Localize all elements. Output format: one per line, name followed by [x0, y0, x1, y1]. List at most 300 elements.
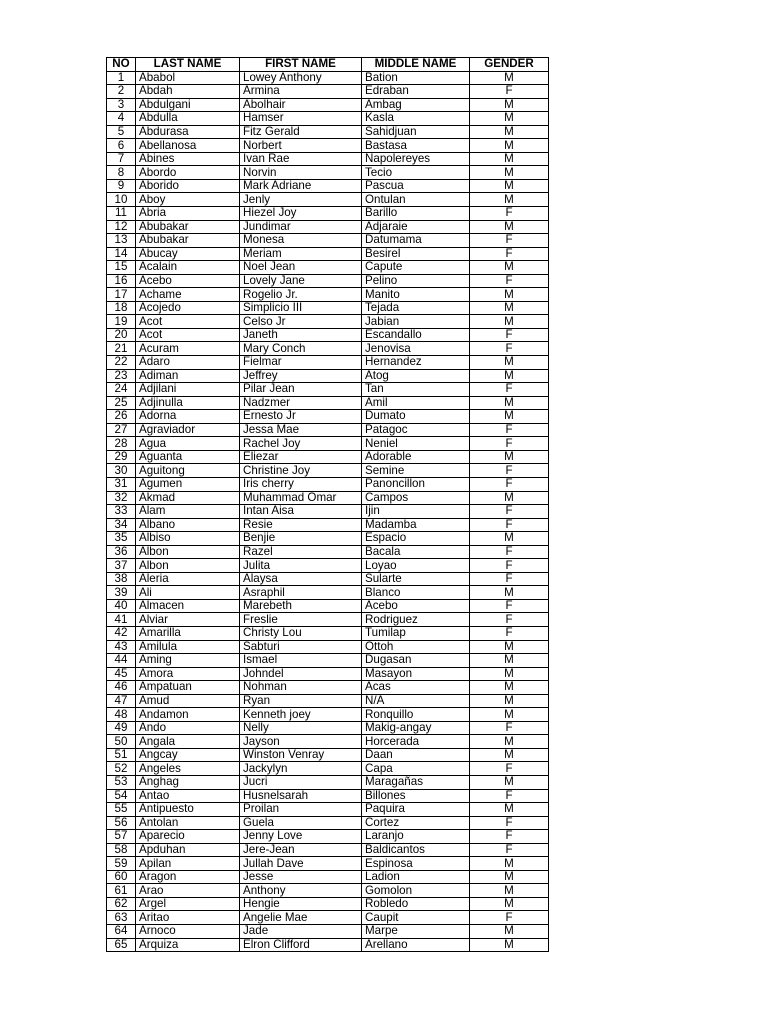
cell-gender: F: [470, 328, 549, 342]
cell-middle-name: Jenovisa: [362, 342, 470, 356]
cell-first-name: Asraphil: [240, 586, 362, 600]
table-row: [107, 166, 549, 180]
cell-gender: M: [470, 491, 549, 505]
cell-middle-name: Escandallo: [362, 328, 470, 342]
cell-middle-name: Capa: [362, 762, 470, 776]
cell-first-name: Jackylyn: [240, 762, 362, 776]
cell-last-name: Agua: [136, 437, 240, 451]
cell-gender: F: [470, 789, 549, 803]
cell-middle-name: Acas: [362, 681, 470, 695]
cell-middle-name: Acebo: [362, 599, 470, 613]
cell-middle-name: Campos: [362, 491, 470, 505]
cell-no: 49: [107, 721, 136, 735]
cell-middle-name: Tumilap: [362, 626, 470, 640]
cell-last-name: Acebo: [136, 274, 240, 288]
cell-first-name: Proilan: [240, 803, 362, 817]
cell-first-name: Norbert: [240, 139, 362, 153]
cell-gender: M: [470, 870, 549, 884]
cell-gender: M: [470, 139, 549, 153]
cell-no: 57: [107, 830, 136, 844]
cell-no: 37: [107, 559, 136, 573]
cell-no: 23: [107, 369, 136, 383]
table-row: [107, 247, 549, 261]
cell-no: 50: [107, 735, 136, 749]
cell-gender: M: [470, 775, 549, 789]
cell-no: 44: [107, 654, 136, 668]
cell-first-name: Benjie: [240, 532, 362, 546]
cell-middle-name: Arellano: [362, 938, 470, 952]
cell-first-name: Jade: [240, 925, 362, 939]
cell-middle-name: Pelino: [362, 274, 470, 288]
table-row: [107, 328, 549, 342]
cell-gender: M: [470, 71, 549, 85]
cell-no: 30: [107, 464, 136, 478]
cell-gender: F: [470, 911, 549, 925]
table-row: [107, 234, 549, 248]
cell-first-name: Iris cherry: [240, 477, 362, 491]
table-row: [107, 911, 549, 925]
cell-last-name: Amarilla: [136, 626, 240, 640]
cell-gender: F: [470, 505, 549, 519]
table-row: [107, 505, 549, 519]
cell-middle-name: Caupit: [362, 911, 470, 925]
cell-no: 17: [107, 288, 136, 302]
cell-no: 6: [107, 139, 136, 153]
cell-last-name: Almacen: [136, 599, 240, 613]
table-row: [107, 139, 549, 153]
cell-first-name: Eliezar: [240, 450, 362, 464]
cell-no: 52: [107, 762, 136, 776]
cell-first-name: Mary Conch: [240, 342, 362, 356]
cell-first-name: Nohman: [240, 681, 362, 695]
cell-last-name: Abdulla: [136, 112, 240, 126]
cell-last-name: Abucay: [136, 247, 240, 261]
table-row: [107, 667, 549, 681]
cell-first-name: Freslie: [240, 613, 362, 627]
cell-first-name: Celso Jr: [240, 315, 362, 329]
cell-middle-name: Capute: [362, 261, 470, 275]
table-row: [107, 789, 549, 803]
table-row: [107, 938, 549, 952]
cell-middle-name: Loyao: [362, 559, 470, 573]
cell-middle-name: Marpe: [362, 925, 470, 939]
cell-no: 22: [107, 356, 136, 370]
cell-middle-name: Adjaraie: [362, 220, 470, 234]
cell-last-name: Acojedo: [136, 301, 240, 315]
cell-first-name: Norvin: [240, 166, 362, 180]
table-row: [107, 586, 549, 600]
table-row: [107, 152, 549, 166]
table-row: [107, 125, 549, 139]
cell-last-name: Abubakar: [136, 220, 240, 234]
cell-gender: F: [470, 599, 549, 613]
cell-no: 13: [107, 234, 136, 248]
cell-gender: M: [470, 803, 549, 817]
cell-middle-name: Besirel: [362, 247, 470, 261]
cell-last-name: Angcay: [136, 748, 240, 762]
table-row: [107, 410, 549, 424]
cell-no: 27: [107, 423, 136, 437]
cell-middle-name: Bation: [362, 71, 470, 85]
cell-last-name: Agumen: [136, 477, 240, 491]
cell-no: 10: [107, 193, 136, 207]
cell-first-name: Jesse: [240, 870, 362, 884]
cell-last-name: Albiso: [136, 532, 240, 546]
cell-middle-name: Bastasa: [362, 139, 470, 153]
cell-last-name: Aboy: [136, 193, 240, 207]
cell-middle-name: Tan: [362, 383, 470, 397]
cell-no: 62: [107, 897, 136, 911]
cell-first-name: Sabturi: [240, 640, 362, 654]
table-row: [107, 613, 549, 627]
cell-gender: F: [470, 207, 549, 221]
cell-first-name: Jayson: [240, 735, 362, 749]
cell-first-name: Resie: [240, 518, 362, 532]
cell-middle-name: Kasla: [362, 112, 470, 126]
cell-last-name: Aragon: [136, 870, 240, 884]
cell-middle-name: Edraban: [362, 85, 470, 99]
cell-last-name: Albano: [136, 518, 240, 532]
cell-first-name: Angelie Mae: [240, 911, 362, 925]
table-row: [107, 301, 549, 315]
cell-no: 28: [107, 437, 136, 451]
cell-middle-name: Manito: [362, 288, 470, 302]
table-row: [107, 694, 549, 708]
cell-gender: M: [470, 667, 549, 681]
cell-last-name: Adjinulla: [136, 396, 240, 410]
cell-no: 31: [107, 477, 136, 491]
cell-last-name: Abdah: [136, 85, 240, 99]
cell-last-name: Ali: [136, 586, 240, 600]
cell-no: 64: [107, 925, 136, 939]
cell-last-name: Aleria: [136, 572, 240, 586]
cell-middle-name: Dugasan: [362, 654, 470, 668]
cell-first-name: Jeffrey: [240, 369, 362, 383]
table-row: [107, 274, 549, 288]
cell-middle-name: Pascua: [362, 179, 470, 193]
cell-no: 35: [107, 532, 136, 546]
table-row: [107, 572, 549, 586]
cell-gender: M: [470, 857, 549, 871]
cell-gender: F: [470, 721, 549, 735]
cell-middle-name: Sahidjuan: [362, 125, 470, 139]
cell-last-name: Acot: [136, 328, 240, 342]
cell-no: 24: [107, 383, 136, 397]
table-row: [107, 518, 549, 532]
cell-no: 9: [107, 179, 136, 193]
table-row: [107, 762, 549, 776]
table-row: [107, 383, 549, 397]
cell-first-name: Noel Jean: [240, 261, 362, 275]
cell-first-name: Ismael: [240, 654, 362, 668]
cell-last-name: Abordo: [136, 166, 240, 180]
cell-first-name: Jere-Jean: [240, 843, 362, 857]
cell-first-name: Jucri: [240, 775, 362, 789]
cell-last-name: Akmad: [136, 491, 240, 505]
cell-middle-name: Ijin: [362, 505, 470, 519]
cell-no: 4: [107, 112, 136, 126]
table-row: [107, 98, 549, 112]
cell-no: 38: [107, 572, 136, 586]
cell-no: 43: [107, 640, 136, 654]
cell-no: 46: [107, 681, 136, 695]
cell-last-name: Abdurasa: [136, 125, 240, 139]
cell-middle-name: Daan: [362, 748, 470, 762]
cell-first-name: Winston Venray: [240, 748, 362, 762]
cell-no: 55: [107, 803, 136, 817]
cell-gender: F: [470, 518, 549, 532]
cell-gender: M: [470, 261, 549, 275]
cell-middle-name: Hernandez: [362, 356, 470, 370]
cell-middle-name: Blanco: [362, 586, 470, 600]
cell-gender: M: [470, 694, 549, 708]
cell-last-name: Argel: [136, 897, 240, 911]
table-row: [107, 207, 549, 221]
table-row: [107, 356, 549, 370]
cell-middle-name: Maragañas: [362, 775, 470, 789]
cell-no: 19: [107, 315, 136, 329]
cell-last-name: Aborido: [136, 179, 240, 193]
cell-gender: M: [470, 369, 549, 383]
cell-first-name: Nelly: [240, 721, 362, 735]
cell-no: 16: [107, 274, 136, 288]
cell-first-name: Jenly: [240, 193, 362, 207]
cell-last-name: Amilula: [136, 640, 240, 654]
cell-no: 1: [107, 71, 136, 85]
cell-first-name: Muhammad Omar: [240, 491, 362, 505]
cell-last-name: Antipuesto: [136, 803, 240, 817]
table-row: [107, 897, 549, 911]
cell-middle-name: Ontulan: [362, 193, 470, 207]
cell-last-name: Arnoco: [136, 925, 240, 939]
cell-no: 54: [107, 789, 136, 803]
table-row: [107, 830, 549, 844]
cell-first-name: Johndel: [240, 667, 362, 681]
cell-last-name: Abellanosa: [136, 139, 240, 153]
cell-first-name: Jullah Dave: [240, 857, 362, 871]
cell-last-name: Ando: [136, 721, 240, 735]
table-row: [107, 545, 549, 559]
cell-gender: M: [470, 98, 549, 112]
cell-no: 51: [107, 748, 136, 762]
cell-gender: F: [470, 816, 549, 830]
cell-no: 8: [107, 166, 136, 180]
header-first-name: FIRST NAME: [240, 58, 362, 72]
table-row: [107, 843, 549, 857]
cell-last-name: Aguanta: [136, 450, 240, 464]
table-row: [107, 112, 549, 126]
cell-gender: F: [470, 437, 549, 451]
cell-first-name: Hamser: [240, 112, 362, 126]
table-row: [107, 261, 549, 275]
cell-no: 61: [107, 884, 136, 898]
table-row: [107, 816, 549, 830]
table-row: [107, 423, 549, 437]
table-row: [107, 599, 549, 613]
cell-middle-name: Sularte: [362, 572, 470, 586]
cell-first-name: Ryan: [240, 694, 362, 708]
cell-first-name: Razel: [240, 545, 362, 559]
cell-gender: F: [470, 477, 549, 491]
cell-first-name: Jundimar: [240, 220, 362, 234]
cell-middle-name: Ambag: [362, 98, 470, 112]
cell-first-name: Alaysa: [240, 572, 362, 586]
table-row: [107, 193, 549, 207]
cell-middle-name: Tejada: [362, 301, 470, 315]
cell-gender: M: [470, 410, 549, 424]
table-row: [107, 71, 549, 85]
cell-middle-name: Masayon: [362, 667, 470, 681]
cell-middle-name: Dumato: [362, 410, 470, 424]
cell-last-name: Aparecio: [136, 830, 240, 844]
cell-last-name: Apduhan: [136, 843, 240, 857]
cell-first-name: Hiezel Joy: [240, 207, 362, 221]
table-row: [107, 721, 549, 735]
cell-last-name: Abria: [136, 207, 240, 221]
cell-last-name: Apilan: [136, 857, 240, 871]
cell-last-name: Angala: [136, 735, 240, 749]
cell-last-name: Alviar: [136, 613, 240, 627]
cell-last-name: Achame: [136, 288, 240, 302]
cell-no: 3: [107, 98, 136, 112]
table-row: [107, 803, 549, 817]
cell-first-name: Monesa: [240, 234, 362, 248]
cell-no: 25: [107, 396, 136, 410]
cell-last-name: Agraviador: [136, 423, 240, 437]
cell-middle-name: Semine: [362, 464, 470, 478]
cell-gender: M: [470, 586, 549, 600]
cell-first-name: Ivan Rae: [240, 152, 362, 166]
table-header: [107, 58, 549, 72]
cell-gender: M: [470, 640, 549, 654]
cell-gender: M: [470, 708, 549, 722]
cell-middle-name: Adorable: [362, 450, 470, 464]
cell-last-name: Angeles: [136, 762, 240, 776]
table-row: [107, 735, 549, 749]
cell-last-name: Arao: [136, 884, 240, 898]
cell-no: 56: [107, 816, 136, 830]
table-row: [107, 748, 549, 762]
cell-gender: F: [470, 423, 549, 437]
cell-gender: M: [470, 193, 549, 207]
cell-gender: M: [470, 654, 549, 668]
cell-gender: F: [470, 464, 549, 478]
cell-first-name: Simplicio III: [240, 301, 362, 315]
cell-gender: F: [470, 342, 549, 356]
cell-no: 34: [107, 518, 136, 532]
cell-gender: F: [470, 626, 549, 640]
cell-first-name: Janeth: [240, 328, 362, 342]
table-row: [107, 315, 549, 329]
cell-middle-name: Ronquillo: [362, 708, 470, 722]
header-gender: GENDER: [470, 58, 549, 72]
cell-gender: F: [470, 613, 549, 627]
table-row: [107, 532, 549, 546]
cell-no: 41: [107, 613, 136, 627]
cell-middle-name: Panoncillon: [362, 477, 470, 491]
cell-no: 7: [107, 152, 136, 166]
cell-no: 11: [107, 207, 136, 221]
cell-no: 63: [107, 911, 136, 925]
table-row: [107, 640, 549, 654]
cell-middle-name: Madamba: [362, 518, 470, 532]
cell-gender: F: [470, 274, 549, 288]
cell-last-name: Abines: [136, 152, 240, 166]
cell-first-name: Fitz Gerald: [240, 125, 362, 139]
cell-middle-name: Neniel: [362, 437, 470, 451]
cell-gender: M: [470, 748, 549, 762]
cell-no: 29: [107, 450, 136, 464]
cell-no: 33: [107, 505, 136, 519]
header-row: [107, 58, 549, 72]
cell-gender: M: [470, 179, 549, 193]
cell-middle-name: Bacala: [362, 545, 470, 559]
cell-first-name: Rachel Joy: [240, 437, 362, 451]
cell-first-name: Fielmar: [240, 356, 362, 370]
table-row: [107, 369, 549, 383]
cell-gender: M: [470, 112, 549, 126]
table-row: [107, 179, 549, 193]
cell-last-name: Aguitong: [136, 464, 240, 478]
table-row: [107, 681, 549, 695]
cell-gender: F: [470, 572, 549, 586]
cell-middle-name: Datumama: [362, 234, 470, 248]
cell-last-name: Amora: [136, 667, 240, 681]
cell-no: 32: [107, 491, 136, 505]
cell-middle-name: Ottoh: [362, 640, 470, 654]
cell-gender: M: [470, 125, 549, 139]
cell-middle-name: Paquira: [362, 803, 470, 817]
cell-last-name: Albon: [136, 545, 240, 559]
cell-middle-name: Barillo: [362, 207, 470, 221]
cell-gender: M: [470, 356, 549, 370]
cell-last-name: Adaro: [136, 356, 240, 370]
student-roster-table: [106, 57, 549, 952]
cell-middle-name: Atog: [362, 369, 470, 383]
cell-gender: M: [470, 681, 549, 695]
cell-gender: M: [470, 450, 549, 464]
cell-first-name: Lowey Anthony: [240, 71, 362, 85]
cell-first-name: Hengie: [240, 897, 362, 911]
cell-gender: M: [470, 166, 549, 180]
cell-last-name: Adorna: [136, 410, 240, 424]
cell-gender: F: [470, 762, 549, 776]
header-last-name: LAST NAME: [136, 58, 240, 72]
cell-last-name: Ampatuan: [136, 681, 240, 695]
cell-first-name: Julita: [240, 559, 362, 573]
cell-no: 47: [107, 694, 136, 708]
header-no: NO: [107, 58, 136, 72]
cell-last-name: Albon: [136, 559, 240, 573]
table-row: [107, 491, 549, 505]
cell-first-name: Nadzmer: [240, 396, 362, 410]
cell-middle-name: Patagoc: [362, 423, 470, 437]
table-row: [107, 477, 549, 491]
cell-middle-name: Ladion: [362, 870, 470, 884]
cell-first-name: Elron Clifford: [240, 938, 362, 952]
cell-gender: M: [470, 396, 549, 410]
cell-last-name: Aritao: [136, 911, 240, 925]
cell-middle-name: Jabian: [362, 315, 470, 329]
cell-gender: F: [470, 85, 549, 99]
cell-first-name: Abolhair: [240, 98, 362, 112]
cell-last-name: Alam: [136, 505, 240, 519]
cell-middle-name: Billones: [362, 789, 470, 803]
cell-first-name: Ernesto Jr: [240, 410, 362, 424]
header-middle-name: MIDDLE NAME: [362, 58, 470, 72]
cell-first-name: Meriam: [240, 247, 362, 261]
table-row: [107, 870, 549, 884]
